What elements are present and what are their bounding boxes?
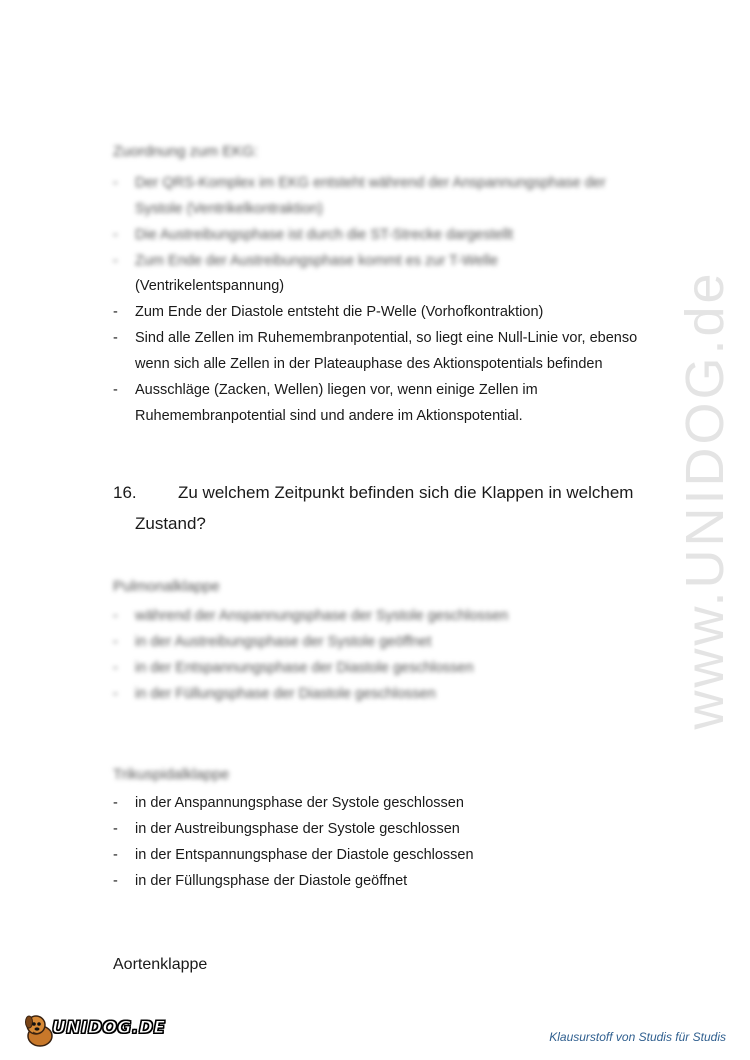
pulmonal-item: in der Füllungsphase der Diastole geschlossen	[135, 686, 436, 702]
ekg-item: wenn sich alle Zellen in der Plateauphase des Aktionspotentials befinden	[135, 356, 603, 372]
trikuspidal-item: in der Füllungsphase der Diastole geöffnet	[135, 873, 408, 889]
logo-text: UNIDOG.DE	[52, 1018, 166, 1038]
dash: -	[113, 873, 118, 889]
dash: -	[113, 795, 118, 811]
dash: -	[113, 660, 118, 676]
pulmonal-item: während der Anspannungsphase der Systole geschlossen	[135, 608, 509, 624]
dash: -	[113, 227, 118, 243]
ekg-heading: Zuordnung zum EKG:	[113, 143, 259, 160]
question-text-continued: Zustand?	[135, 514, 206, 533]
trikuspidal-item: in der Austreibungsphase der Systole geschlossen	[135, 821, 460, 837]
ekg-item-blurred: Systole (Ventrikelkontraktion)	[135, 201, 323, 217]
dash: -	[113, 821, 118, 837]
pulmonal-item: in der Entspannungsphase der Diastole geschlossen	[135, 660, 474, 676]
aortenklappe-heading: Aortenklappe	[113, 956, 208, 973]
ekg-item-blurred: Der QRS-Komplex im EKG entsteht während der Anspannungsphase der	[135, 175, 606, 191]
trikuspidalklappe-heading: Trikuspidalklappe	[113, 766, 230, 783]
ekg-item-blurred: Die Austreibungsphase ist durch die ST-Strecke dargestellt	[135, 227, 514, 243]
dash: -	[113, 686, 118, 702]
ekg-item-blurred: Zum Ende der Austreibungsphase kommt es zur T-Welle	[135, 253, 498, 269]
pulmonalklappe-heading: Pulmonalklappe	[113, 578, 220, 595]
dash: -	[113, 330, 118, 346]
dash: -	[113, 634, 118, 650]
trikuspidal-item: in der Entspannungsphase der Diastole geschlossen	[135, 847, 474, 863]
dash: -	[113, 382, 118, 398]
question-text: Zu welchem Zeitpunkt befinden sich die Klappen in welchem	[178, 483, 634, 502]
ekg-item: (Ventrikelentspannung)	[135, 278, 285, 294]
ekg-item: Zum Ende der Diastole entsteht die P-Welle (Vorhofkontraktion)	[135, 304, 544, 320]
ekg-item: Ausschläge (Zacken, Wellen) liegen vor, wenn einige Zellen im	[135, 382, 538, 398]
ekg-item: Sind alle Zellen im Ruhemembranpotential, so liegt eine Null-Linie vor, ebenso	[135, 330, 638, 346]
footer-tagline: Klausurstoff von Studis für Studis	[549, 1030, 726, 1044]
dash: -	[113, 608, 118, 624]
dash: -	[113, 175, 118, 191]
dash: -	[113, 253, 118, 269]
watermark: www.UNIDOG.de	[675, 270, 735, 730]
pulmonal-item: in der Austreibungsphase der Systole geöffnet	[135, 634, 432, 650]
ekg-item: Ruhemembranpotential sind und andere im Aktionspotential.	[135, 408, 523, 424]
dash: -	[113, 304, 118, 320]
question-number: 16.	[113, 483, 137, 502]
dash: -	[113, 847, 118, 863]
trikuspidal-item: in der Anspannungsphase der Systole geschlossen	[135, 795, 464, 811]
